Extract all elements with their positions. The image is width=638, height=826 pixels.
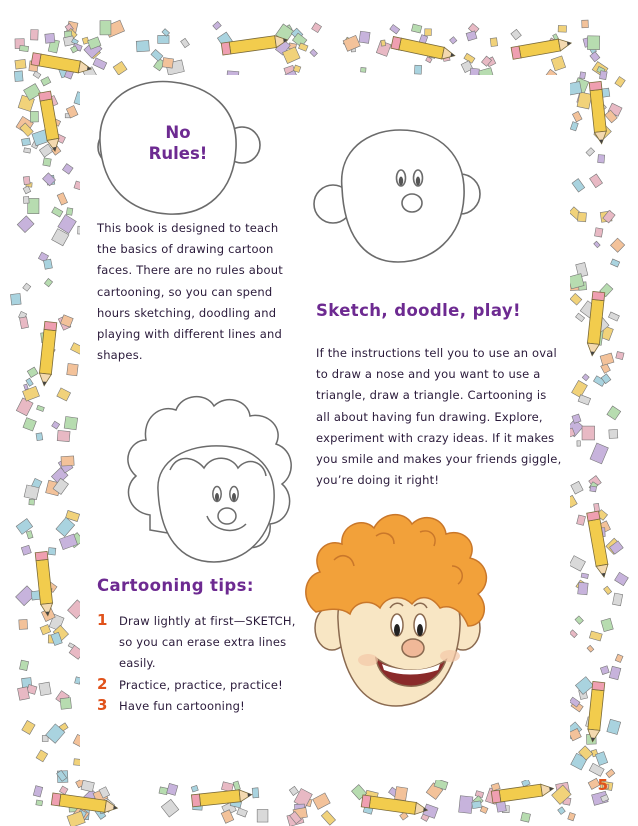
sketch-heading: Sketch, doodle, play!: [316, 301, 521, 320]
face-label-line1: No: [165, 123, 191, 142]
intro-line: the basics of drawing cartoon: [97, 242, 274, 257]
sketch-line: to draw a nose and you want to use a: [316, 367, 541, 382]
sketch-line: If the instructions tell you to use an oval: [316, 346, 557, 360]
tips-list: [97, 611, 312, 717]
tip-line: easily.: [119, 656, 156, 671]
page-number: 5: [597, 776, 608, 794]
sketch-paragraph: [316, 343, 566, 491]
intro-line: shapes.: [97, 348, 143, 363]
tip-line: so you can erase extra lines: [119, 635, 287, 650]
tip-line: Have fun cartooning!: [119, 698, 245, 713]
colored-smiling-face-illustration: [306, 515, 487, 706]
intro-line: faces. There are no rules about: [97, 263, 283, 278]
tip-line: Practice, practice, practice!: [119, 677, 283, 692]
tips-heading: Cartooning tips:: [97, 576, 254, 595]
curly-hair-sketch-illustration: [128, 397, 291, 562]
tip-item: [97, 611, 312, 675]
tip-number: 2: [97, 674, 108, 693]
face-label: [140, 122, 216, 164]
intro-paragraph: [97, 218, 302, 366]
face-label-line2: Rules!: [148, 144, 208, 163]
sketch-line: you’re doing it right!: [316, 473, 440, 488]
tip-number: 1: [97, 611, 108, 629]
tip-line: Draw lightly at first—SKETCH,: [119, 614, 296, 628]
intro-line: hours sketching, doodling and: [97, 305, 277, 320]
sketch-line: all about having fun drawing. Explore,: [316, 409, 543, 424]
intro-line: cartooning, so you can spend: [97, 284, 273, 299]
tip-item: [97, 675, 312, 696]
sketch-line: triangle, draw a triangle. Cartooning is: [316, 388, 547, 403]
intro-line: This book is designed to teach: [97, 221, 279, 235]
tip-number: 3: [97, 695, 108, 714]
tip-item: [97, 696, 312, 717]
intro-line: playing with different lines and: [97, 327, 282, 342]
eyes-nose-face-illustration: [314, 130, 480, 262]
sketch-line: you smile and makes your friends giggle,: [316, 452, 562, 467]
sketch-line: experiment with crazy ideas. If it makes: [316, 430, 555, 445]
